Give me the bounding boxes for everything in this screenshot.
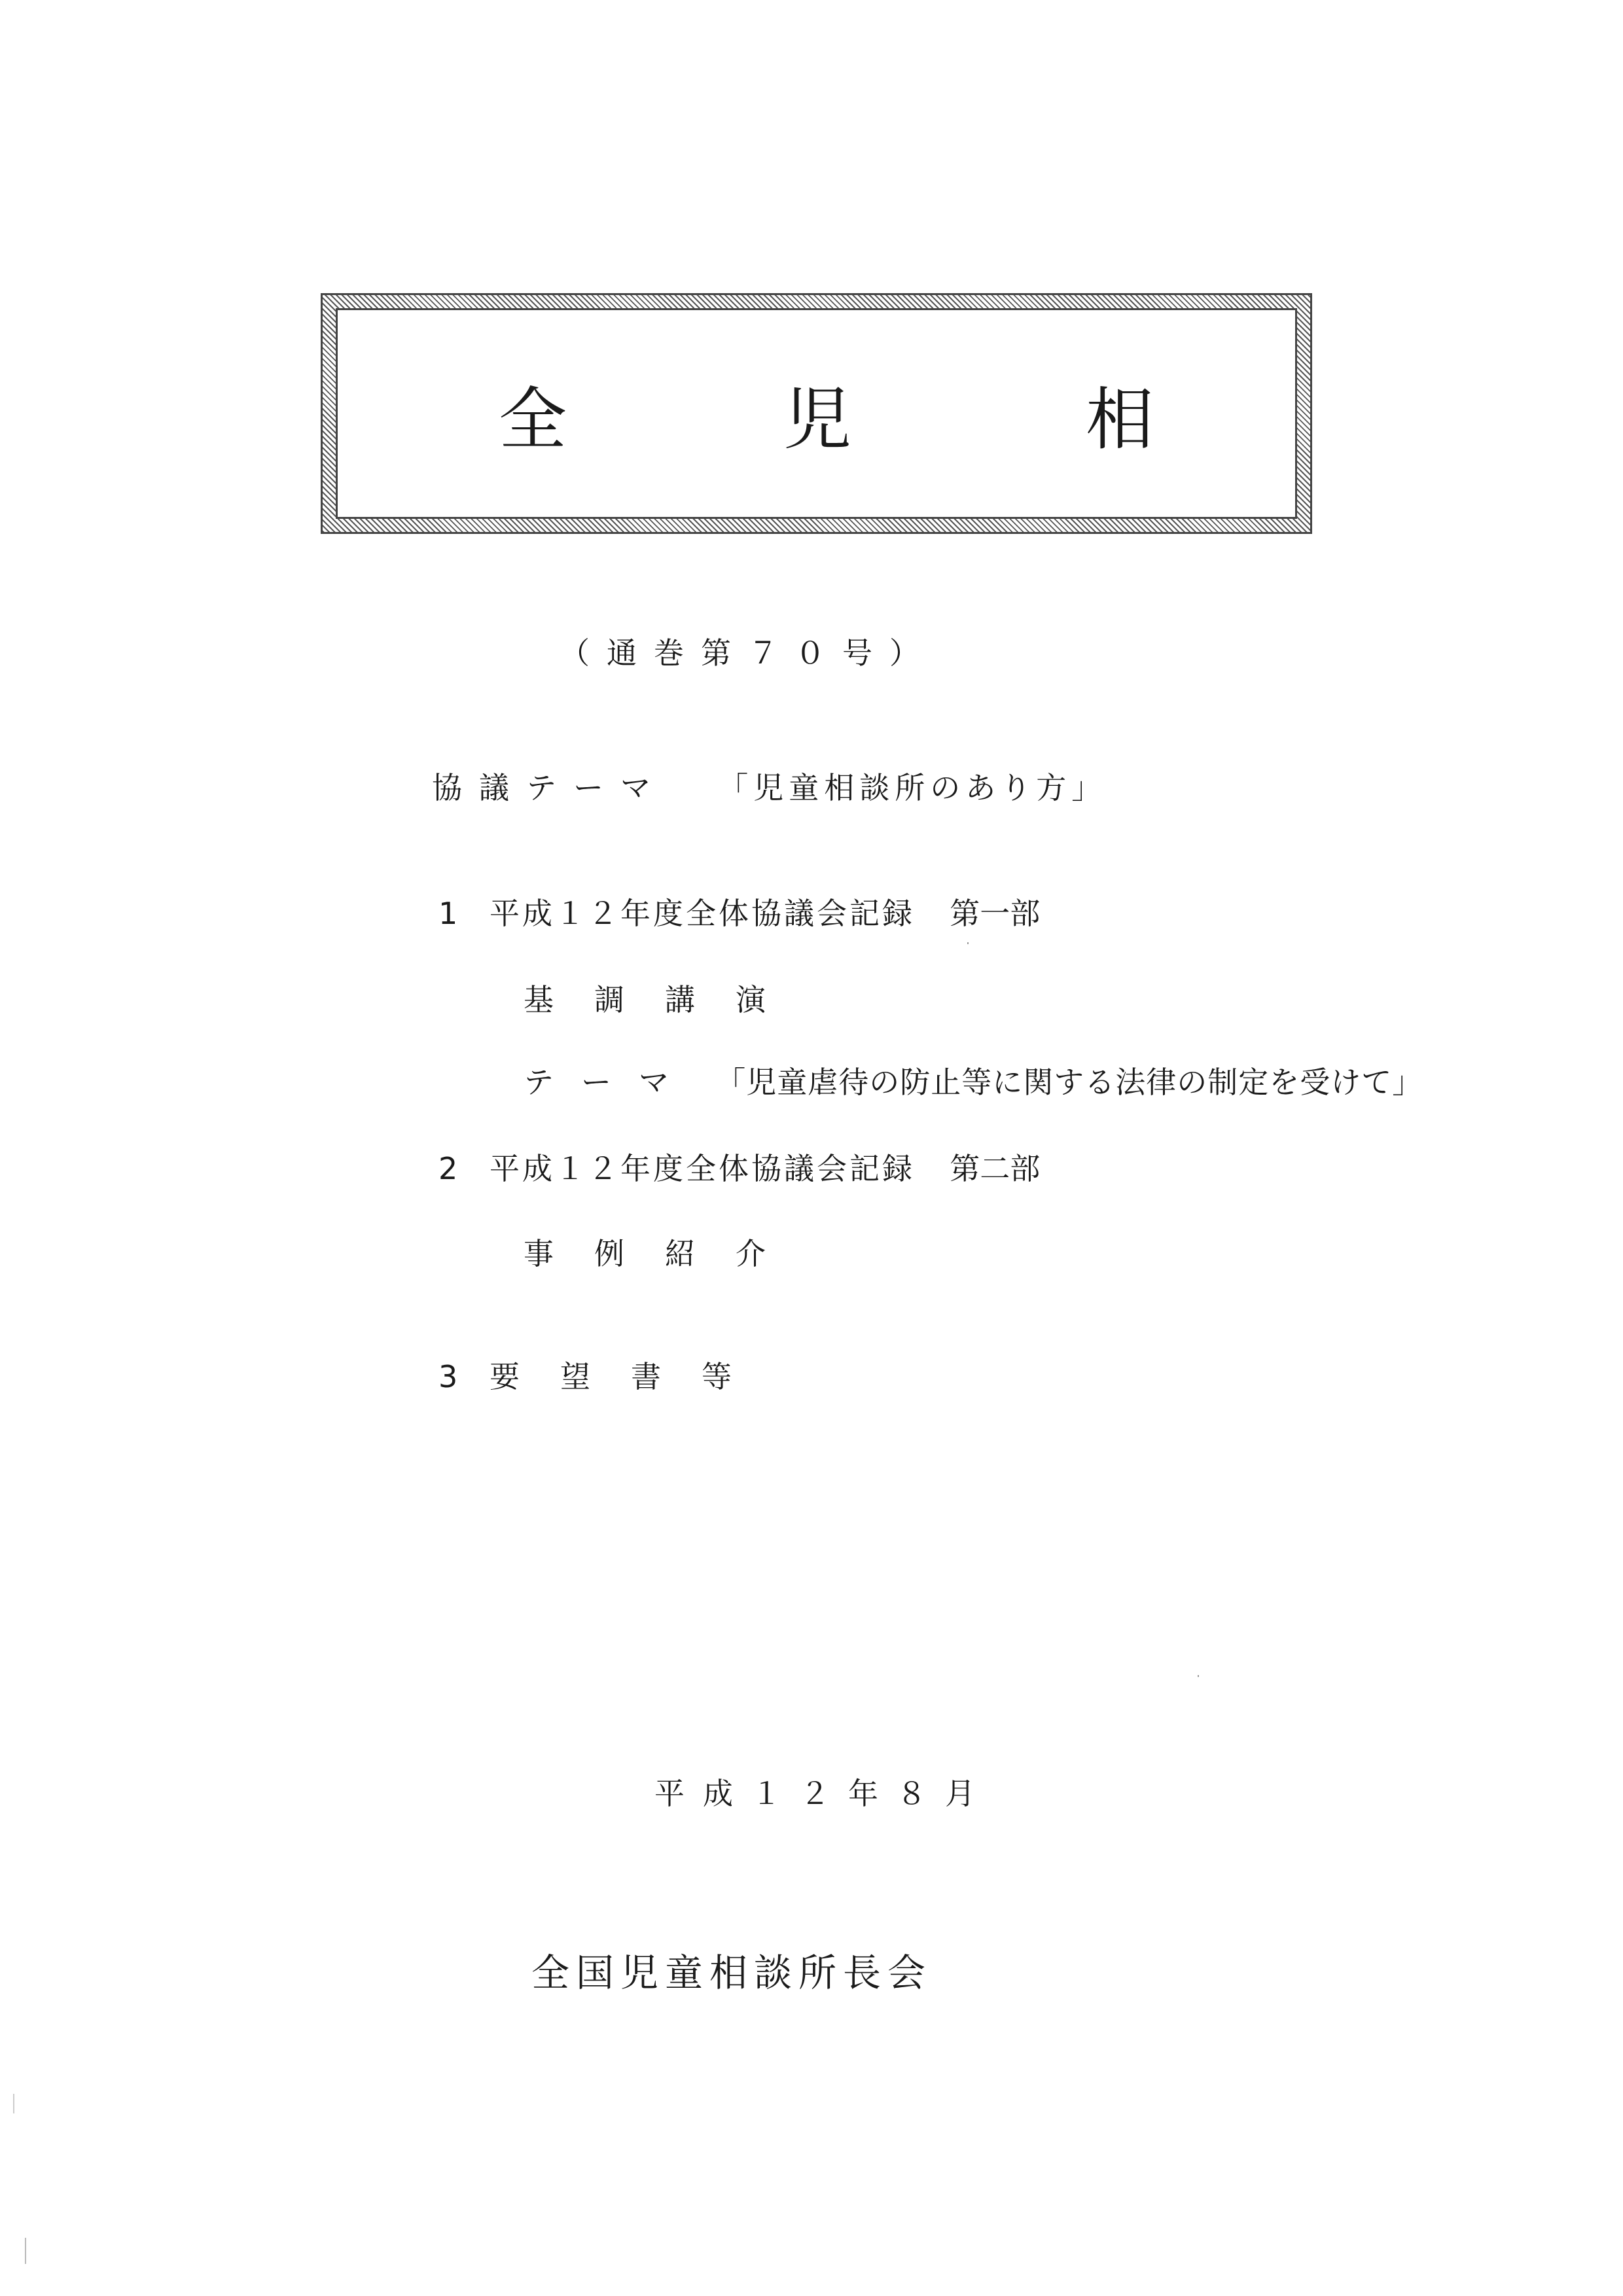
section-1-theme-value: 「児童虐待の防止等に関する法律の制定を受けて」 [715,1065,1423,1100]
scan-speck [25,2238,26,2264]
title-char-1: 全 [498,380,567,459]
section-1-part: 第一部 [950,896,1041,931]
section-2-sub-case: 事例紹介 [524,1236,806,1271]
section-1-heading [438,890,1040,933]
title-char-3: 相 [1085,380,1154,459]
title-inner-box [336,308,1297,519]
section-2-heading [438,1145,1040,1188]
scan-speck [967,942,969,944]
section-3-title: 要望書等 [490,1359,772,1394]
theme-value: 「児童相談所のあり方」 [718,770,1107,805]
organization-name: 全国児童相談所長会 [531,1951,933,1995]
section-2-number: 2 [438,1151,458,1186]
section-1-sub-theme [524,1059,1423,1102]
section-1-title: 平成１２年度全体協議会記録 [490,896,915,931]
section-1-sub-keynote: 基調講演 [524,982,806,1017]
section-1-number: 1 [438,896,458,931]
theme-line [432,764,1107,807]
section-3-heading [438,1353,772,1396]
theme-label: 協議テーマ [432,770,668,805]
scan-speck [1198,1675,1199,1677]
issue-number: （通巻第７０号） [560,635,936,671]
title-char-2: 児 [783,380,852,459]
section-2-title: 平成１２年度全体協議会記録 [490,1151,915,1186]
section-3-number: 3 [438,1359,458,1394]
scan-speck [13,2094,14,2113]
date: 平成１２年８月 [654,1776,993,1811]
section-1-theme-label: テーマ [524,1065,696,1100]
title-frame [321,293,1312,534]
section-2-part: 第二部 [950,1151,1041,1186]
